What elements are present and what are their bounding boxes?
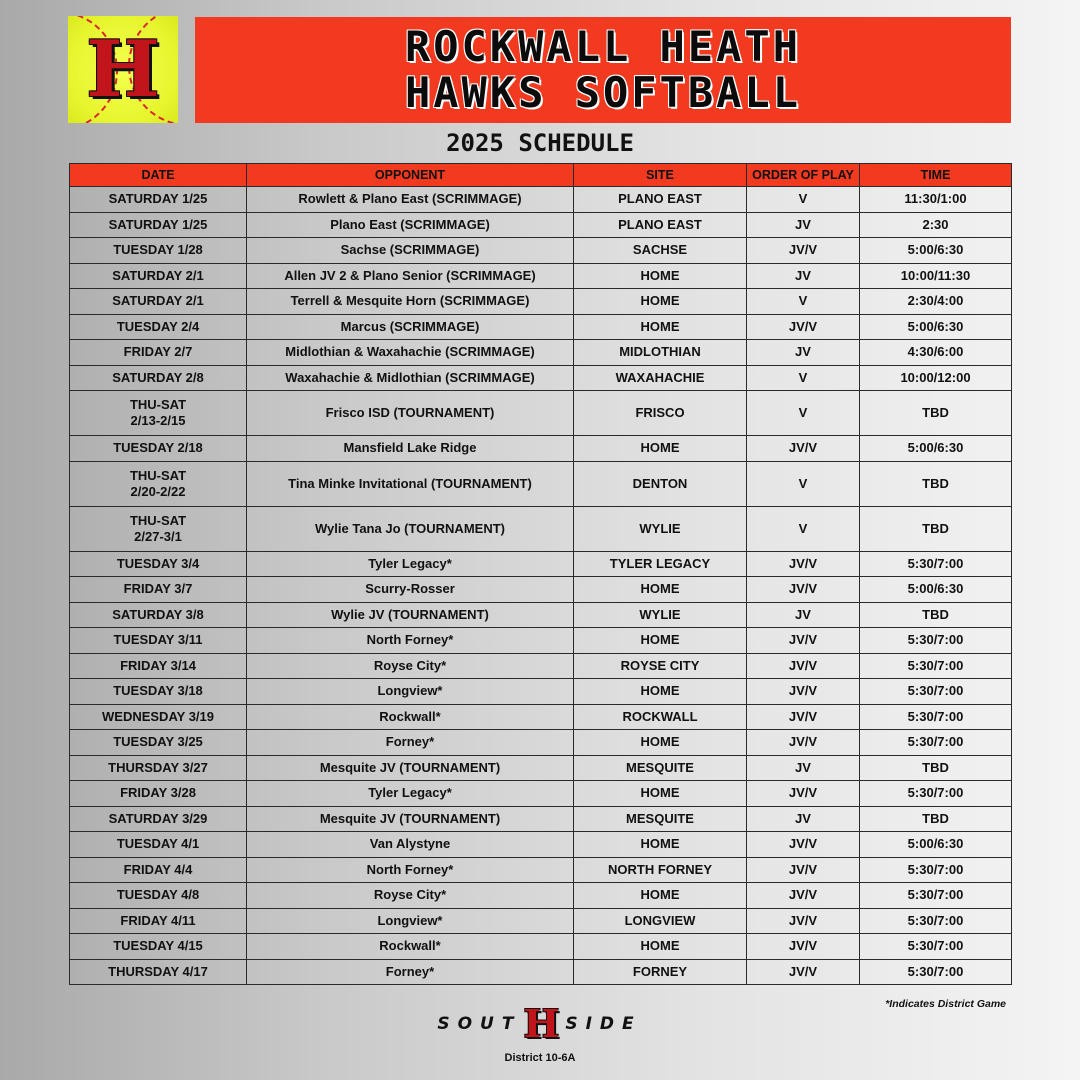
cell-date: TUESDAY 2/4 [70,314,247,340]
table-header-row [70,164,1012,187]
table-row [70,436,1012,462]
cell-opponent: Tyler Legacy* [247,551,574,577]
cell-order-of-play: JV/V [747,704,860,730]
cell-date: TUESDAY 3/18 [70,679,247,705]
title-banner [195,17,1011,123]
cell-order-of-play: JV [747,602,860,628]
cell-order-of-play: JV/V [747,436,860,462]
cell-time: 5:30/7:00 [860,934,1012,960]
cell-order-of-play: JV/V [747,238,860,264]
column-header-order-of-play: ORDER OF PLAY [747,164,860,187]
cell-site: HOME [574,314,747,340]
cell-date [70,461,247,506]
cell-time: 5:30/7:00 [860,730,1012,756]
cell-site: WYLIE [574,506,747,551]
cell-order-of-play: V [747,506,860,551]
cell-opponent: Sachse (SCRIMMAGE) [247,238,574,264]
brand-h-mark: H [523,1001,560,1046]
cell-site: FORNEY [574,959,747,985]
cell-time: 5:00/6:30 [860,832,1012,858]
cell-time: 5:30/7:00 [860,704,1012,730]
cell-time: 5:00/6:30 [860,577,1012,603]
cell-time: 2:30 [860,212,1012,238]
cell-site: HOME [574,436,747,462]
cell-date: FRIDAY 4/4 [70,857,247,883]
table-row [70,365,1012,391]
cell-opponent: Frisco ISD (TOURNAMENT) [247,391,574,436]
cell-date: TUESDAY 3/25 [70,730,247,756]
cell-order-of-play: V [747,365,860,391]
cell-order-of-play: JV/V [747,781,860,807]
cell-time: 10:00/12:00 [860,365,1012,391]
cell-time: 5:30/7:00 [860,857,1012,883]
title-line-2: HAWKS SOFTBALL [404,68,801,117]
cell-time: 5:00/6:30 [860,314,1012,340]
cell-site: SACHSE [574,238,747,264]
cell-order-of-play: V [747,391,860,436]
cell-date: TUESDAY 2/18 [70,436,247,462]
cell-order-of-play: JV [747,340,860,366]
cell-opponent: Longview* [247,908,574,934]
cell-site: NORTH FORNEY [574,857,747,883]
cell-opponent: North Forney* [247,857,574,883]
table-row [70,806,1012,832]
cell-opponent: Longview* [247,679,574,705]
table-row [70,602,1012,628]
cell-site: DENTON [574,461,747,506]
cell-opponent: Forney* [247,959,574,985]
cell-date: FRIDAY 4/11 [70,908,247,934]
cell-opponent: Terrell & Mesquite Horn (SCRIMMAGE) [247,289,574,315]
table-row [70,704,1012,730]
cell-opponent: Tina Minke Invitational (TOURNAMENT) [247,461,574,506]
table-row [70,781,1012,807]
table-row [70,314,1012,340]
cell-time: 10:00/11:30 [860,263,1012,289]
cell-order-of-play: JV [747,212,860,238]
table-row [70,653,1012,679]
table-row [70,934,1012,960]
cell-time: 5:30/7:00 [860,781,1012,807]
cell-opponent: Forney* [247,730,574,756]
cell-time: 5:30/7:00 [860,653,1012,679]
cell-date: TUESDAY 3/11 [70,628,247,654]
cell-date: SATURDAY 3/8 [70,602,247,628]
cell-date [70,506,247,551]
cell-time: TBD [860,391,1012,436]
cell-date [70,391,247,436]
cell-opponent: Marcus (SCRIMMAGE) [247,314,574,340]
cell-date: SATURDAY 3/29 [70,806,247,832]
cell-date-line-2: 2/13-2/15 [130,413,186,428]
cell-date: THURSDAY 4/17 [70,959,247,985]
table-row [70,551,1012,577]
cell-time: 2:30/4:00 [860,289,1012,315]
cell-opponent: Rowlett & Plano East (SCRIMMAGE) [247,187,574,213]
table-row [70,238,1012,264]
table-row [70,461,1012,506]
cell-date: TUESDAY 1/28 [70,238,247,264]
cell-opponent: Allen JV 2 & Plano Senior (SCRIMMAGE) [247,263,574,289]
cell-site: HOME [574,289,747,315]
table-row [70,832,1012,858]
table-row [70,212,1012,238]
table-row [70,730,1012,756]
cell-site: HOME [574,781,747,807]
table-row [70,883,1012,909]
cell-time: 11:30/1:00 [860,187,1012,213]
cell-order-of-play: JV/V [747,832,860,858]
cell-opponent: Plano East (SCRIMMAGE) [247,212,574,238]
cell-date: WEDNESDAY 3/19 [70,704,247,730]
cell-date: TUESDAY 4/1 [70,832,247,858]
cell-site: HOME [574,679,747,705]
cell-order-of-play: V [747,461,860,506]
cell-site: ROYSE CITY [574,653,747,679]
cell-site: HOME [574,628,747,654]
cell-opponent: North Forney* [247,628,574,654]
cell-time: 5:30/7:00 [860,679,1012,705]
cell-order-of-play: JV [747,806,860,832]
cell-opponent: Midlothian & Waxahachie (SCRIMMAGE) [247,340,574,366]
schedule-subtitle: 2025 SCHEDULE [446,129,634,157]
cell-order-of-play: JV/V [747,934,860,960]
cell-date: SATURDAY 2/1 [70,289,247,315]
table-row [70,628,1012,654]
cell-time: 5:30/7:00 [860,959,1012,985]
table-row [70,679,1012,705]
cell-order-of-play: JV/V [747,908,860,934]
district-game-note: *Indicates District Game [885,998,1006,1010]
cell-time: TBD [860,461,1012,506]
cell-time: 5:00/6:30 [860,238,1012,264]
cell-date: TUESDAY 4/8 [70,883,247,909]
cell-time: 5:30/7:00 [860,551,1012,577]
title-line-1: ROCKWALL HEATH [404,22,801,71]
cell-site: ROCKWALL [574,704,747,730]
cell-site: HOME [574,577,747,603]
cell-date: TUESDAY 4/15 [70,934,247,960]
cell-opponent: Rockwall* [247,934,574,960]
cell-site: MIDLOTHIAN [574,340,747,366]
cell-date: THURSDAY 3/27 [70,755,247,781]
table-row [70,187,1012,213]
cell-date: TUESDAY 3/4 [70,551,247,577]
cell-time: 5:30/7:00 [860,628,1012,654]
cell-opponent: Royse City* [247,883,574,909]
cell-time: TBD [860,755,1012,781]
schedule-body [70,187,1012,985]
cell-opponent: Mansfield Lake Ridge [247,436,574,462]
table-row [70,263,1012,289]
cell-date: FRIDAY 3/14 [70,653,247,679]
cell-order-of-play: JV/V [747,730,860,756]
schedule-table [69,163,1012,985]
cell-order-of-play: JV [747,263,860,289]
cell-date: SATURDAY 2/8 [70,365,247,391]
cell-opponent: Tyler Legacy* [247,781,574,807]
cell-opponent: Scurry-Rosser [247,577,574,603]
cell-time: TBD [860,602,1012,628]
cell-order-of-play: V [747,187,860,213]
cell-date-line-1: THU-SAT [129,467,187,483]
brand-text-right: SIDE [565,1014,642,1034]
table-row [70,755,1012,781]
cell-site: MESQUITE [574,806,747,832]
cell-opponent: Mesquite JV (TOURNAMENT) [247,806,574,832]
table-row [70,506,1012,551]
cell-order-of-play: V [747,289,860,315]
cell-site: HOME [574,832,747,858]
cell-site: WAXAHACHIE [574,365,747,391]
logo-letter: H [86,24,160,115]
cell-date-line-2: 2/27-3/1 [134,528,182,544]
cell-opponent: Royse City* [247,653,574,679]
cell-order-of-play: JV/V [747,679,860,705]
cell-date: FRIDAY 3/28 [70,781,247,807]
cell-time: TBD [860,506,1012,551]
cell-time: TBD [860,806,1012,832]
cell-site: HOME [574,934,747,960]
cell-date: FRIDAY 2/7 [70,340,247,366]
table-row [70,857,1012,883]
cell-order-of-play: JV/V [747,653,860,679]
team-logo [68,16,178,123]
cell-order-of-play: JV/V [747,628,860,654]
cell-opponent: Wylie JV (TOURNAMENT) [247,602,574,628]
cell-opponent: Rockwall* [247,704,574,730]
table-row [70,959,1012,985]
cell-site: PLANO EAST [574,187,747,213]
cell-site: WYLIE [574,602,747,628]
cell-site: HOME [574,730,747,756]
cell-site: TYLER LEGACY [574,551,747,577]
cell-order-of-play: JV/V [747,577,860,603]
cell-date: SATURDAY 1/25 [70,212,247,238]
cell-order-of-play: JV/V [747,314,860,340]
cell-date: SATURDAY 2/1 [70,263,247,289]
cell-time: 4:30/6:00 [860,340,1012,366]
cell-site: MESQUITE [574,755,747,781]
table-row [70,391,1012,436]
cell-date: FRIDAY 3/7 [70,577,247,603]
cell-order-of-play: JV/V [747,551,860,577]
cell-time: 5:00/6:30 [860,436,1012,462]
cell-site: LONGVIEW [574,908,747,934]
cell-order-of-play: JV [747,755,860,781]
table-row [70,577,1012,603]
brand-text-left: SOUT [437,1014,522,1034]
district-label: District 10-6A [504,1052,576,1064]
column-header-opponent: OPPONENT [247,164,574,187]
cell-time: 5:30/7:00 [860,883,1012,909]
cell-time: 5:30/7:00 [860,908,1012,934]
column-header-date: DATE [70,164,247,187]
cell-opponent: Mesquite JV (TOURNAMENT) [247,755,574,781]
table-row [70,908,1012,934]
cell-site: HOME [574,883,747,909]
cell-date-line-2: 2/20-2/22 [130,483,186,499]
table-row [70,340,1012,366]
cell-site: HOME [574,263,747,289]
cell-opponent: Wylie Tana Jo (TOURNAMENT) [247,506,574,551]
cell-date-line-1: THU-SAT [129,512,187,528]
cell-site: FRISCO [574,391,747,436]
cell-order-of-play: JV/V [747,857,860,883]
cell-order-of-play: JV/V [747,959,860,985]
cell-date: SATURDAY 1/25 [70,187,247,213]
southside-brand [432,1001,647,1046]
table-row [70,289,1012,315]
cell-site: PLANO EAST [574,212,747,238]
column-header-time: TIME [860,164,1012,187]
cell-opponent: Waxahachie & Midlothian (SCRIMMAGE) [247,365,574,391]
cell-date-line-1: THU-SAT [129,397,187,412]
cell-order-of-play: JV/V [747,883,860,909]
column-header-site: SITE [574,164,747,187]
cell-opponent: Van Alystyne [247,832,574,858]
